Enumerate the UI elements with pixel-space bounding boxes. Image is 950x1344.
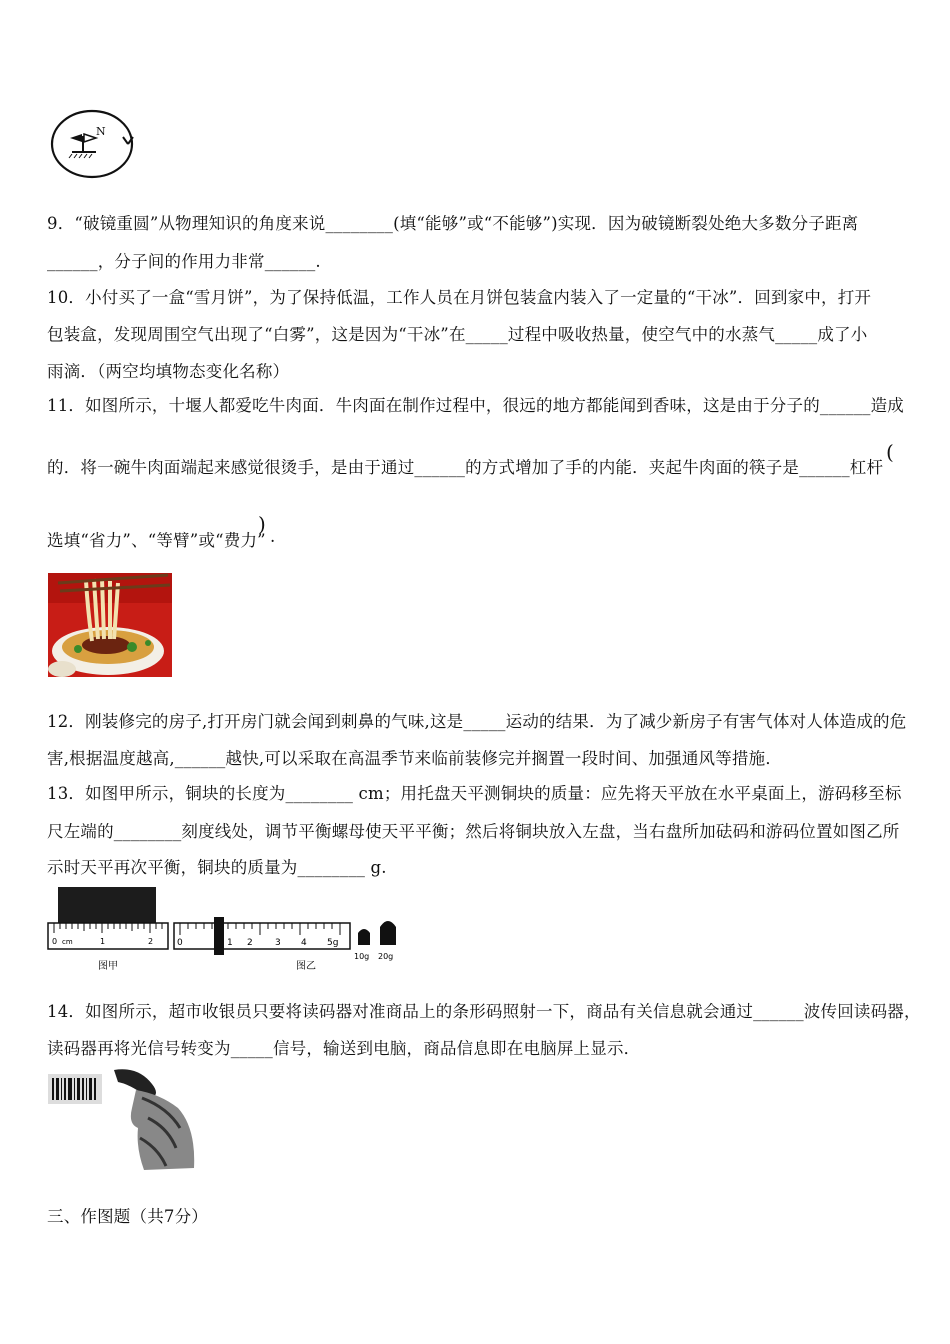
q11-line3: 选填“省力”、“等臂”或“费力” bbox=[47, 531, 266, 550]
q13-line2: 尺左端的________刻度线处，调节平衡螺母使天平平衡；然后将铜块放入左盘，当右盘所加砝码和游码位置如图乙所 bbox=[47, 822, 900, 841]
weight-20g bbox=[380, 921, 396, 945]
scale-tick-3: 3 bbox=[275, 938, 281, 948]
q9-line1: 9．“破镜重圆”从物理知识的角度来说________(填“能够”或“不能够”)实现．因为破镜断裂处绝大多数分子距离 bbox=[47, 214, 859, 233]
weight-20g-label: 20g bbox=[378, 952, 394, 961]
q14-line2: 读码器再将光信号转变为_____信号，输送到电脑，商品信息即在电脑屏上显示． bbox=[47, 1039, 641, 1058]
compass-n-label: N bbox=[96, 125, 106, 138]
q11-trailing-dot: . bbox=[270, 527, 276, 546]
q11-open-paren: ( bbox=[886, 440, 894, 464]
weight-10g bbox=[358, 929, 370, 945]
q12-line1: 12．刚装修完的房子,打开房门就会闻到刺鼻的气味,这是_____运动的结果．为了减少新房子有害气体对人体造成的危 bbox=[47, 712, 907, 731]
q11-line1: 11．如图所示，十堰人都爱吃牛肉面．牛肉面在制作过程中，很远的地方都能闻到香味，这是由于分子的______造成 bbox=[47, 396, 904, 415]
q11-close-paren: ) bbox=[258, 512, 266, 536]
copper-block bbox=[58, 887, 156, 923]
beef-noodle-image bbox=[48, 573, 172, 677]
scale-tick-2: 2 bbox=[247, 938, 253, 948]
fig-a-label: 图甲 bbox=[98, 961, 118, 972]
q14-line1: 14．如图所示，超市收银员只要将读码器对准商品上的条形码照射一下，商品有关信息就会通过______波传回读码器， bbox=[47, 1002, 921, 1021]
q10-line3: 雨滴．（两空均填物态变化名称） bbox=[47, 362, 290, 381]
rider-slider bbox=[214, 917, 224, 955]
ruler-tick-0: 0 bbox=[52, 937, 58, 946]
q13-line3: 示时天平再次平衡，铜块的质量为________ g. bbox=[47, 858, 387, 877]
q10-line1: 10．小付买了一盒“雪月饼”，为了保持低温，工作人员在月饼包装盒内装入了一定量的“干冰”．回到家中，打开 bbox=[47, 288, 872, 307]
compass-figure bbox=[46, 108, 138, 180]
q9-line2: ______，分子间的作用力非常______. bbox=[47, 252, 321, 271]
q11-line2: 的．将一碗牛肉面端起来感觉很烫手，是由于通过______的方式增加了手的内能．夹起牛肉面的筷子是______杠杆 bbox=[47, 458, 884, 477]
scale-tick-5g: 5g bbox=[327, 938, 339, 948]
q12-line2: 害,根据温度越高,______越快,可以采取在高温季节来临前装修完并搁置一段时间、加强通风等措施． bbox=[47, 749, 783, 768]
q13-line1: 13．如图甲所示，铜块的长度为________ cm；用托盘天平测铜块的质量：应先将天平放在水平桌面上，游码移至标 bbox=[47, 784, 902, 803]
fig-b-label: 图乙 bbox=[296, 961, 316, 972]
q10-line2: 包装盒，发现周围空气出现了“白雾”，这是因为“干冰”在_____过程中吸收热量，使空气中的水蒸气_____成了小 bbox=[47, 325, 868, 344]
scale-tick-1: 1 bbox=[227, 938, 233, 948]
ruler-tick-cm: cm bbox=[62, 938, 73, 946]
scale-tick-0: 0 bbox=[177, 938, 183, 948]
section3-title: 三、作图题（共7分） bbox=[47, 1207, 208, 1226]
ruler-tick-2: 2 bbox=[148, 937, 154, 946]
barcode-scanner-image bbox=[48, 1068, 198, 1172]
weight-10g-label: 10g bbox=[354, 952, 370, 961]
ruler-tick-1: 1 bbox=[100, 937, 106, 946]
ruler-and-balance-figure bbox=[46, 885, 406, 973]
scale-tick-4: 4 bbox=[301, 938, 307, 948]
